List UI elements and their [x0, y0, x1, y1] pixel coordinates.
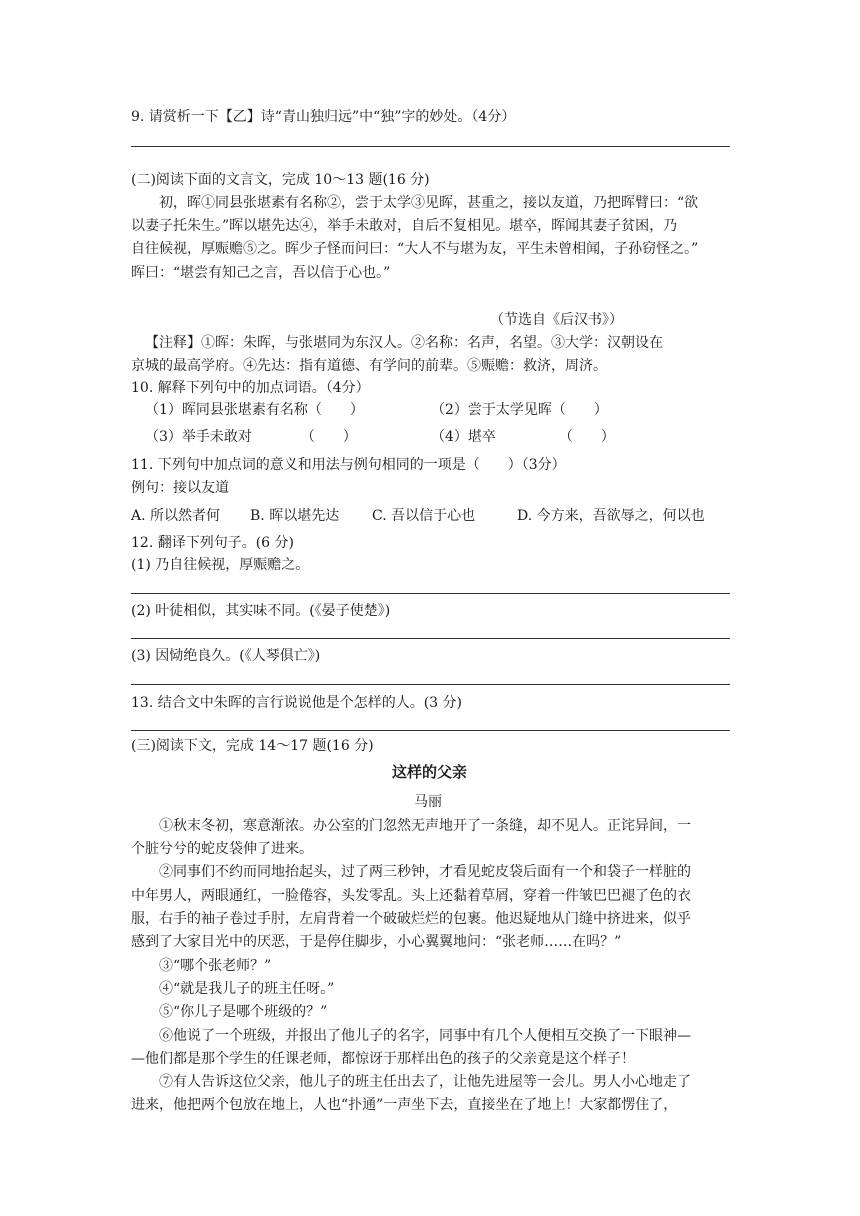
notes-line: 【注释】①晖：朱晖，与张堪同为东汉人。②名称：名声，名望。③大学：汉朝设在 [145, 335, 663, 351]
section-2-heading: (二)阅读下面的文言文，完成 10～13 题(16 分) [131, 172, 430, 188]
article-line: —他们都是那个学生的任课老师，都惊讶于那样出色的孩子的父亲竟是这个样子！ [131, 1051, 635, 1067]
passage-line: 自往候视，厚赈赡⑤之。晖少子怪而问曰：“大人不与堪为友，平生未曾相闻，子孙窃怪之。” [131, 241, 699, 257]
question-9: 9. 请赏析一下【乙】诗“青山独归远”中“独”字的妙处。（4分） [131, 109, 516, 125]
question-12-item: (3) 因恸绝良久。(《人琴俱亡》) [131, 648, 321, 664]
article-line: 服，右手的袖子卷过手肘，左肩背着一个破破烂烂的包裹。他迟疑地从门缝中挤进来，似乎 [131, 911, 691, 927]
article-line: ①秋末冬初，寒意渐浓。办公室的门忽然无声地开了一条缝，却不见人。正诧异间，一 [159, 818, 691, 834]
passage-line: 以妻子托朱生。”晖以堪先达④，举手未敢对，自后不复相见。堪卒，晖闻其妻子贫困，乃 [131, 218, 678, 234]
article-line: 中年男人，两眼通红，一脸倦容，头发零乱。头上还黏着草屑，穿着一件皱巴巴褪了色的衣 [131, 888, 691, 904]
article-line: ⑥他说了一个班级，并报出了他儿子的名字，同事中有几个人便相互交换了一下眼神— [159, 1028, 691, 1044]
article-line: ⑦有人告诉这位父亲，他儿子的班主任出去了，让他先进屋等一会儿。男人小心地走了 [159, 1074, 691, 1090]
article-line: ②同事们不约而同地抬起头，过了两三秒钟，才看见蛇皮袋后面有一个和袋子一样脏的 [159, 864, 691, 880]
answer-line [131, 730, 730, 731]
article-line: 进来，他把两个包放在地上，人也“扑通”一声坐下去，直接坐在了地上！大家都愣住了， [131, 1097, 678, 1113]
question-11-option: D. 今方来，吾欲辱之，何以也 [517, 508, 705, 524]
passage-source: （节选自《后汉书》） [490, 312, 623, 328]
notes-line: 京城的最高学府。④先达：指有道德、有学问的前辈。⑤赈赡：救济，周济。 [131, 358, 607, 374]
passage-line: 晖曰：“堪尝有知己之言，吾以信于心也。” [131, 265, 391, 281]
question-10-item: （4）堪卒 （ ） [431, 429, 615, 445]
answer-line [131, 684, 730, 685]
article-line: ④“就是我儿子的班主任呀。” [159, 981, 335, 997]
section-3-heading: (三)阅读下文，完成 14～17 题(16 分) [131, 738, 374, 754]
question-10-stem: 10. 解释下列句中的加点词语。（4分） [131, 380, 370, 396]
question-11-option: B. 晖以堪先达 [250, 508, 340, 524]
passage-line: 初，晖①同县张堪素有名称②，尝于太学③见晖，甚重之，接以友道，乃把晖臂曰：“欲 [159, 195, 699, 211]
question-10-item: （3）举手未敢对 （ ） [145, 429, 357, 445]
question-11-stem: 11. 下列句中加点词的意义和用法与例句相同的一项是（ ）（3分） [131, 457, 566, 473]
question-10-item: （1）晖同县张堪素有名称（ ） [145, 402, 364, 418]
question-11-option: C. 吾以信于心也 [372, 508, 476, 524]
article-line: 个脏兮兮的蛇皮袋伸了进来。 [131, 841, 313, 857]
answer-line [131, 638, 730, 639]
article-author: 马丽 [414, 794, 442, 810]
question-13: 13. 结合文中朱晖的言行说说他是个怎样的人。(3 分) [131, 695, 462, 711]
article-line: 感到了大家目光中的厌恶，于是停住脚步，小心翼翼地问：“张老师……在吗？” [131, 934, 622, 950]
question-10-item: （2）尝于太学见晖（ ） [431, 402, 608, 418]
question-12-stem: 12. 翻译下列句子。(6 分) [131, 535, 294, 551]
article-line: ③“哪个张老师？” [159, 958, 272, 974]
article-title: 这样的父亲 [392, 763, 468, 781]
answer-line [131, 593, 730, 594]
answer-line [131, 146, 730, 147]
question-11-option: A. 所以然者何 [131, 508, 221, 524]
question-12-item: (1) 乃自往候视，厚赈赡之。 [131, 557, 310, 573]
question-11-example: 例句：接以友道 [131, 480, 229, 496]
article-line: ⑤“你儿子是哪个班级的？” [159, 1004, 328, 1020]
question-12-item: (2) 叶徒相似，其实味不同。(《晏子使楚》) [131, 603, 391, 619]
